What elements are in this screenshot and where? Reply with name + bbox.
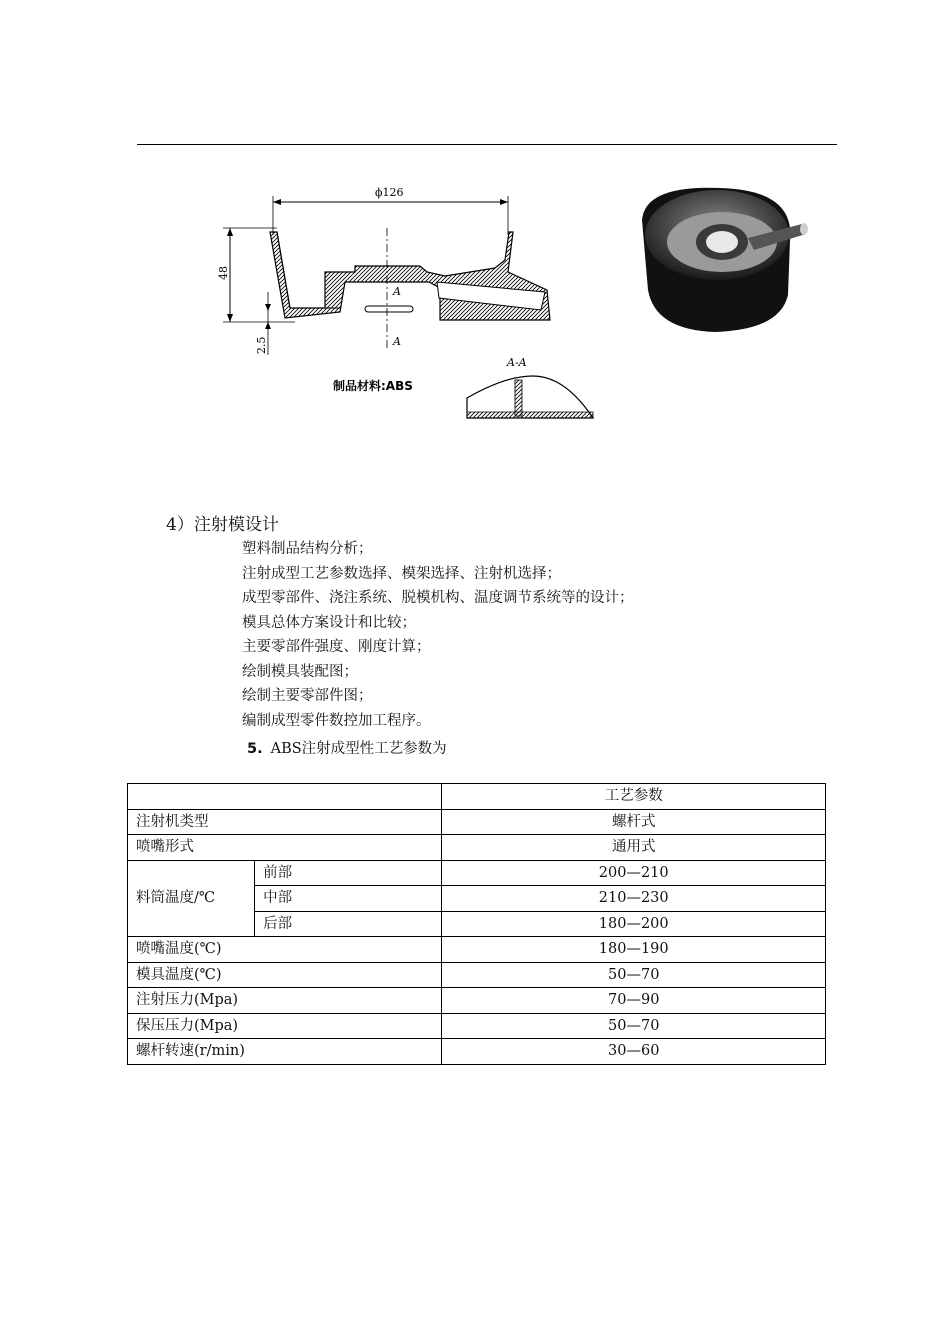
param-label: 保压压力(Mpa) — [128, 1013, 442, 1039]
header-rule — [137, 144, 837, 145]
section4-heading: 4）注射模设计 — [166, 515, 279, 535]
section5-number: 5. — [247, 741, 263, 757]
list-item: 编制成型零件数控加工程序。 — [242, 712, 431, 729]
table-row — [128, 860, 826, 886]
param-label: 喷嘴形式 — [128, 835, 442, 861]
material-note: 制品材料:ABS — [333, 379, 413, 393]
param-sublabel: 中部 — [255, 886, 442, 912]
list-item: 绘制主要零部件图； — [242, 688, 373, 704]
param-value: 通用式 — [442, 835, 826, 861]
list-item: 塑料制品结构分析； — [242, 541, 373, 557]
process-parameter-table — [127, 783, 826, 1065]
list-item: 绘制模具装配图； — [242, 663, 358, 680]
table-row — [128, 988, 826, 1014]
table-row — [128, 1039, 826, 1065]
param-label: 注射压力(Mpa) — [128, 988, 442, 1014]
section-mark-top: A — [393, 285, 401, 298]
list-item: 注射成型工艺参数选择、模架选择、注射机选择； — [242, 565, 561, 582]
param-label: 螺杆转速(r/min) — [128, 1039, 442, 1065]
param-value: 螺杆式 — [442, 809, 826, 835]
param-sublabel: 后部 — [255, 911, 442, 937]
base-label: 2.5 — [255, 336, 268, 354]
param-value: 50—70 — [442, 962, 826, 988]
section-mark-bottom: A — [393, 335, 401, 348]
part-drawing — [215, 180, 615, 430]
table-row — [128, 962, 826, 988]
section5-title: ABS注射成型性工艺参数为 — [270, 741, 447, 757]
param-value: 70—90 — [442, 988, 826, 1014]
table-header-row — [128, 784, 826, 810]
table-row — [128, 809, 826, 835]
param-value: 30—60 — [442, 1039, 826, 1065]
param-value: 180—200 — [442, 911, 826, 937]
param-value: 210—230 — [442, 886, 826, 912]
param-value: 180—190 — [442, 937, 826, 963]
list-item: 主要零部件强度、刚度计算； — [242, 639, 431, 655]
table-row — [128, 1013, 826, 1039]
param-value: 200—210 — [442, 860, 826, 886]
param-sublabel: 前部 — [255, 860, 442, 886]
section-title: A-A — [507, 356, 527, 369]
header-value-cell: 工艺参数 — [442, 784, 826, 810]
param-label: 注射机类型 — [128, 809, 442, 835]
diameter-label: ϕ126 — [375, 186, 404, 199]
height-label: 48 — [217, 266, 230, 280]
param-label: 喷嘴温度(℃) — [128, 937, 442, 963]
param-value: 50—70 — [442, 1013, 826, 1039]
list-item: 模具总体方案设计和比较； — [242, 614, 416, 631]
product-photo — [630, 180, 820, 340]
section5-heading — [247, 737, 447, 758]
table-row — [128, 937, 826, 963]
table-row — [128, 835, 826, 861]
list-item: 成型零部件、浇注系统、脱模机构、温度调节系统等的设计； — [242, 590, 634, 606]
header-label-cell — [128, 784, 442, 810]
param-label: 料筒温度/℃ — [128, 860, 255, 937]
design-task-list — [242, 537, 634, 733]
param-label: 模具温度(℃) — [128, 962, 442, 988]
